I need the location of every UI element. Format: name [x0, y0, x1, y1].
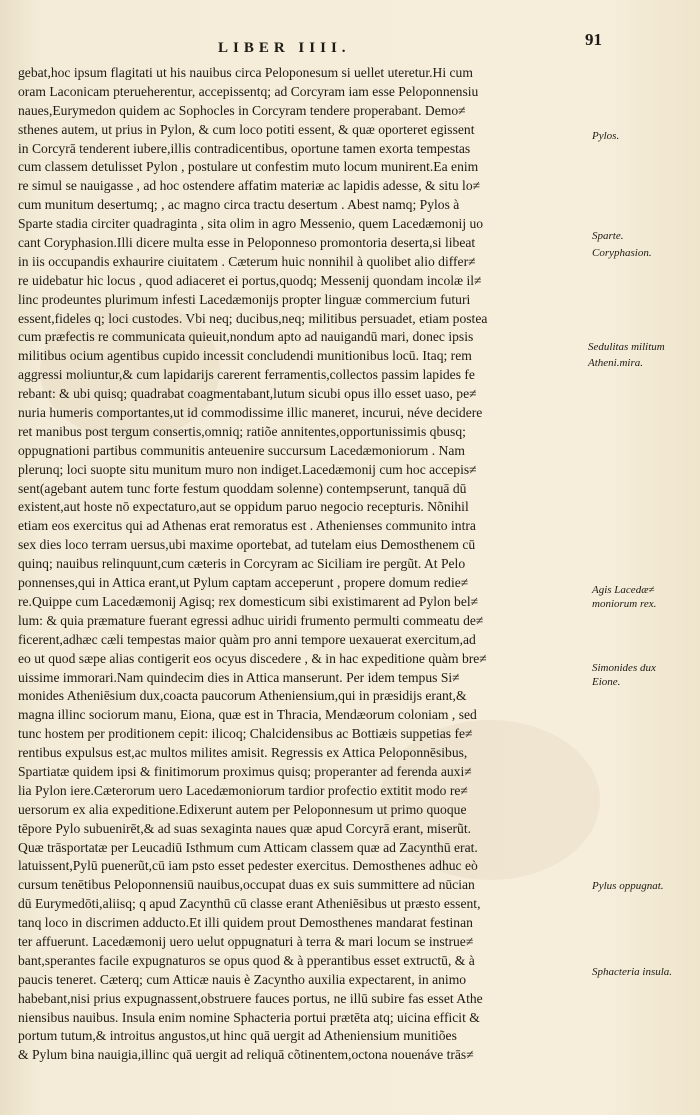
page-header [0, 30, 700, 60]
text-line: militibus ocium agentibus cupido incessit concludendi munitionibus locū. Itaq; rem [18, 348, 472, 364]
text-line: sthenes autem, ut prius in Pylon, & cum loco potiti essent, & quæ oporteret egissent [18, 121, 475, 137]
text-line: monides Atheniēsium dux,coacta paucorum Atheniensium,qui in præsidijs erant,& [18, 688, 467, 704]
text-line: sent(agebant autem tunc forte festum quoddam solenne) contempserunt, tanquā dū [18, 480, 467, 496]
text-line: habebant,nisi prius expugnassent,obstruere fauces portus, ne illū subire fas esset Athe [18, 990, 483, 1006]
text-line: quinq; nauibus relinquunt,cum cæteris in Corcyram ac Siciliam ire pergũt. At Pelo [18, 556, 466, 572]
text-line: sex dies loco terram uersus,ubi maxime oportebat, ad tutelam eius Demosthenem cū [18, 537, 476, 553]
text-line: Quæ trāsportatæ per Leucadiū Isthmum cum Atticam classem quæ ad Zacynthū erat. [18, 839, 478, 855]
text-line: cum classem detulisset Pylon , postulare ut confestim muto locum munirent.Ea enim [18, 159, 479, 175]
main-text [18, 64, 590, 1065]
text-line: ponnenses,qui in Attica erant,ut Pylum captam acceperunt , propere domum redie≠ [18, 575, 469, 591]
text-line: in Corcyrā tenderent iubere,illis contradicentibus, oportune tamen exorta tempestas [18, 140, 471, 156]
text-line: Sparte stadia circiter quadraginta , sita olim in agro Messenio, quem Lacedæmonij uo [18, 216, 484, 232]
margin-note-coryphasion: Coryphasion. [592, 247, 652, 259]
text-line: tunc hostem per proditionem cepit: ilicoq; Chalcidensibus ac Bottiæis suppetias fe≠ [18, 726, 473, 742]
text-line: portum tutum,& introitus angustos,ut hinc quā uergit ad Atheniensium munitiões [18, 1028, 457, 1044]
text-line: & Pylum bina nauigia,illinc quā uergit ad reliquā cõtinentem,octona nouenáve trās≠ [18, 1047, 474, 1063]
running-head: LIBER IIII. [218, 40, 351, 56]
page-number: 91 [585, 30, 602, 49]
text-line: ficerent,adhæc cæli tempestas maior quàm pro anni tempore uexauerat exercitum,ad [18, 631, 476, 647]
text-line: tanq loco in discrimen adducto.Et illi quidem prout Demosthenes mandarat festinan [18, 915, 473, 931]
text-line: paucis teneret. Cæterq; cum Atticæ nauis è Zacyntho auxilia expectarent, in animo [18, 971, 467, 987]
margin-note-simonides: Simonides dux [592, 662, 656, 674]
text-line: oram Laconicam pterueherentur, accepissentq; ad Corcyram iam esse Peloponnensiu [18, 83, 479, 99]
text-line: essent,fideles q; loci custodes. Vbi neq; ducibus,neq; militibus persuadet, etiam postea [18, 310, 488, 326]
text-line: plerunq; loci suopte situ munitum muro non indiget.Lacedæmonij cum hoc accepis≠ [18, 461, 477, 477]
text-line: ret manibus post tergum consertis,omniq; ratiõe annitentes,opportunissimis qbusq; [18, 423, 466, 439]
text-line: lum: & quia præmature fuerant egressi adhuc uiridi frumento permulti commeatu de≠ [18, 612, 484, 628]
text-line: magna illinc sociorum manu, Eiona, quæ est in Thracia, Mendæorum coloniam , sed [18, 707, 477, 723]
margin-note-sparte: Sparte. [592, 230, 624, 242]
text-line: Spartiatæ quidem ipsi & finitimorum proximus quisq; properanter ad ferenda auxi≠ [18, 763, 472, 779]
text-line: re simul se nauigasse , ad hoc ostendere affatim materiæ ac lapidis adesse, & situ lo≠ [18, 178, 481, 194]
margin-note-agis: Agis Lacedæ≠ [592, 584, 655, 596]
text-line: in iis occupandis exhaurire ciuitatem . Cæterum huic nonnihil à quolibet alio differ≠ [18, 253, 476, 269]
text-line: uissime immorari.Nam quindecim dies in Attica manserunt. Per idem tempus Si≠ [18, 669, 460, 685]
text-line: eo ut quod sæpe alias contigerit eos ocyus discedere , & in hac expeditione quàm bre≠ [18, 650, 487, 666]
text-line: re uidebatur hic locus , quod adiaceret ei portus,quodq; Messenij quondam incolæ il≠ [18, 272, 482, 288]
margin-note-sedulitas: Sedulitas militum [588, 341, 665, 353]
text-line: rentibus expulsus est,ac multos milites amisit. Regressis ex Attica Peloponnēsibus, [18, 745, 468, 761]
text-line: bant,sperantes facile expugnaturos se opus quod & à pperantibus esset extructū, & à [18, 952, 475, 968]
text-line: cum præfectis re communicata quieuit,nondum apto ad nauigandū mari, donec ipsis [18, 329, 474, 345]
margin-note-pylos: Pylos. [592, 130, 620, 142]
margin-note-pylus: Pylus oppugnat. [592, 880, 664, 892]
margin-note-sphacteria: Sphacteria insula. [592, 966, 673, 978]
text-line: dū Eurymedōti,aliisq; q apud Zacynthū cū classe erant Atheniēsibus ut præsto essent, [18, 896, 481, 912]
text-line: linc prodeuntes plurimum infesti Lacedæmonijs propter linguæ commercium futuri [18, 291, 471, 307]
margin-note-atheni: Atheni.mira. [588, 357, 643, 369]
text-line: uersorum ex alia expeditione.Edixerunt autem per Peloponnesum ut primo quoque [18, 801, 467, 817]
text-line: oppugnationi partibus communitis anteuenire succursum Lacedæmoniorum . Nam [18, 442, 465, 458]
text-line: rebant: & ubi quisq; quadrabat coagmentabant,lutum sicubi opus illo esset uaso, pe≠ [18, 386, 477, 402]
margin-note-simonides: Eione. [592, 676, 621, 688]
text-line: gebat,hoc ipsum flagitati ut his nauibus circa Peloponesum si uellet uteretur.Hi cum [18, 65, 473, 80]
text-line: re.Quippe cum Lacedæmonij Agisq; rex domesticum sibi existimarent ad Pylon bel≠ [18, 593, 479, 609]
text-line: cum munitum desertumq; , ac magno circa tractu desertum . Abest namq; Pylos à [18, 197, 460, 213]
text-line: cant Coryphasion.Illi dicere multa esse in Peloponneso promontoria deserta,si libeat [18, 235, 476, 251]
text-line: naues,Eurymedon quidem ac Sophocles in Corcyram tendere properabant. Demo≠ [18, 102, 466, 118]
margin-note-agis: moniorum rex. [592, 598, 657, 610]
text-line: etiam eos exercitus qui ad Athenas erat remoratus est . Athenienses communito intra [18, 518, 476, 534]
text-line: tēpore Pylo subuenirēt,& ad suas sexaginta naues quæ apud Corcyrā erant, miserũt. [18, 820, 472, 836]
text-line: ter affuerunt. Lacedæmonij uero uelut oppugnaturi à terra & mari locum se instrue≠ [18, 933, 474, 949]
text-line: cursum tenētibus Peloponnensiū nauibus,occupat duas ex suis summittere ad nūcian [18, 877, 475, 893]
text-line: latuissent,Pylū puenerũt,cū iam psto esset pedester exercitus. Demosthenes adhuc eò [18, 858, 478, 874]
text-line: aggressi moliuntur,& cum lapidarijs carerent ferramentis,collectos passim lapides fe [18, 367, 475, 383]
text-line: niensibus nauibus. Insula enim nomine Sphacteria portui prætēta atq; uicina efficit & [18, 1009, 480, 1025]
text-line: lia Pylon iere.Cæterorum uero Lacedæmoniorum tardior profectio extitit modo re≠ [18, 782, 468, 798]
text-line: nuria humeris comportantes,ut id commodissime illic maneret, incurui, néve decidere [18, 405, 483, 421]
text-line: existent,aut hoste nō expectaturo,aut se oppidum paruo negocio recepturis. Nõnihil [18, 499, 469, 515]
